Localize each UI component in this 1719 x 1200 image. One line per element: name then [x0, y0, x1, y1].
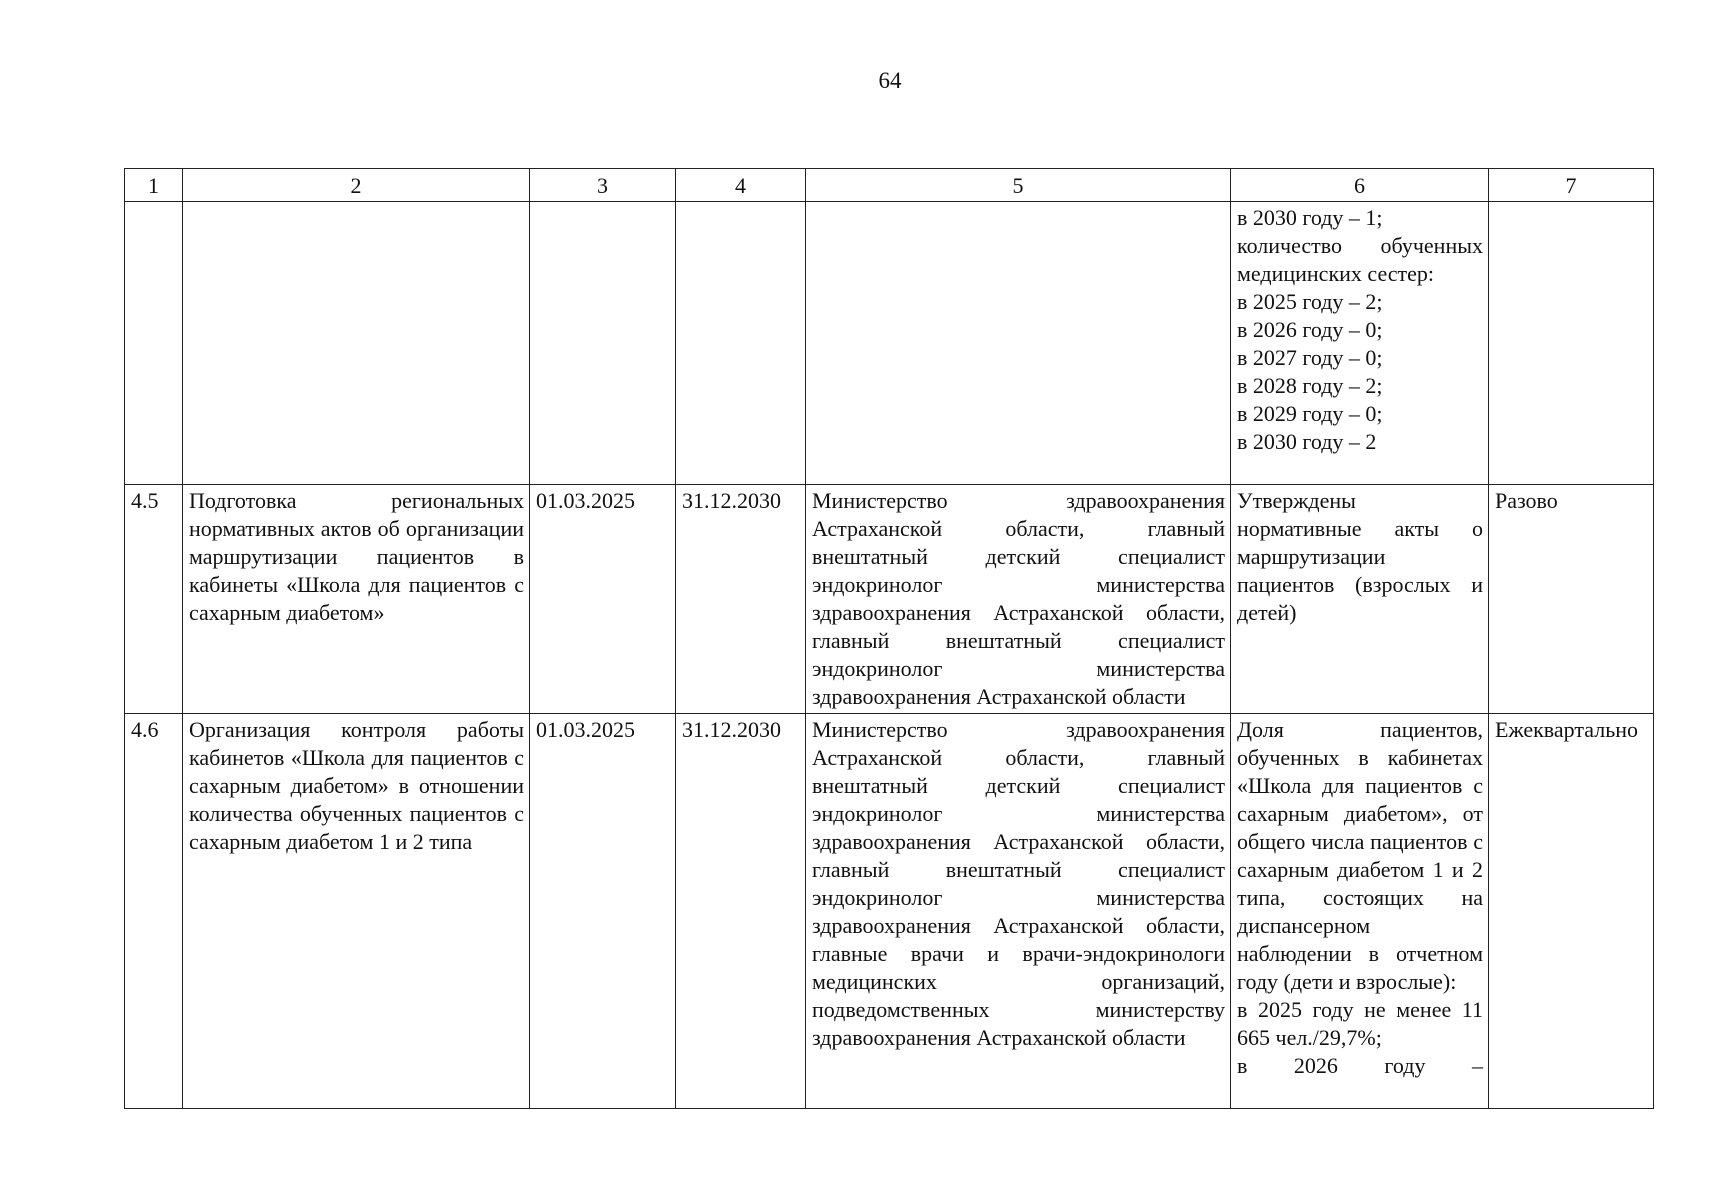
result-line: в 2025 году – 2; [1237, 289, 1383, 314]
cell-empty [676, 202, 806, 485]
header-row [125, 169, 1654, 202]
cell-measure-title: Подготовка региональных нормативных актов об организации маршрутизации пациентов в кабинеты «Школа для пациентов с сахарным диабетом» [183, 485, 530, 714]
header-col-2: 2 [183, 169, 530, 202]
table-row-4-5 [125, 485, 1654, 714]
table-row-4-6 [125, 714, 1654, 1109]
header-col-4: 4 [676, 169, 806, 202]
cell-empty [183, 202, 530, 485]
result-line: в 2028 году – 2; [1237, 373, 1383, 398]
cell-responsible: Министерство здравоохранения Астраханской области, главный внештатный детский специалист эндокринолог министерства здравоохранения Астраханской области, главный внештатный специалист эндокринолог министерства здравоохранения Астраханской области [806, 485, 1231, 714]
result-line: количество обученных [1237, 233, 1483, 258]
result-line: в 2029 году – 0; [1237, 401, 1383, 426]
cell-start-date: 01.03.2025 [530, 485, 676, 714]
cell-empty [806, 202, 1231, 485]
result-line-2026: в 2026 году – [1237, 1053, 1483, 1078]
header-col-1: 1 [125, 169, 183, 202]
cell-empty [1489, 202, 1654, 485]
result-line: в 2030 году – 1; [1237, 205, 1383, 230]
result-line: в 2030 году – 2 [1237, 429, 1377, 454]
cell-end-date: 31.12.2030 [676, 714, 806, 1109]
result-text: Доля пациентов, обученных в кабинетах «Школа для пациентов с сахарным диабетом», от общего числа пациентов с сахарным диабетом 1 и 2 типа, состоящих на диспансерном наблюдении в отчетном году (дети и взрослые): [1237, 717, 1483, 994]
cell-empty [530, 202, 676, 485]
cell-empty [125, 202, 183, 485]
result-line-2025: в 2025 году не менее 11 665 чел./29,7%; [1237, 997, 1483, 1050]
cell-frequency: Ежеквартально [1489, 714, 1654, 1109]
plan-table [124, 168, 1654, 1109]
table-row-continuation [125, 202, 1654, 485]
cell-frequency: Разово [1489, 485, 1654, 714]
result-line: медицинских сестер: [1237, 261, 1435, 286]
cell-number: 4.6 [125, 714, 183, 1109]
result-line: в 2027 году – 0; [1237, 345, 1383, 370]
page-number: 64 [878, 68, 902, 93]
cell-responsible: Министерство здравоохранения Астраханской области, главный внештатный детский специалист эндокринолог министерства здравоохранения Астраханской области, главный внештатный специалист эндокринолог министерства здравоохранения Астраханской области, главные врачи и врачи-эндокринологи медицинских организаций, подведомственных министерству здравоохранения Астраханской области [806, 714, 1231, 1109]
cell-result-continuation [1231, 202, 1489, 485]
header-col-7: 7 [1489, 169, 1654, 202]
header-col-3: 3 [530, 169, 676, 202]
cell-measure-title: Организация контроля работы кабинетов «Школа для пациентов с сахарным диабетом» в отношении количества обученных пациентов с сахарным диабетом 1 и 2 типа [183, 714, 530, 1109]
cell-result: Утверждены нормативные акты о маршрутизации пациентов (взрослых и детей) [1231, 485, 1489, 714]
cell-result [1231, 714, 1489, 1109]
result-line: в 2026 году – 0; [1237, 317, 1383, 342]
cell-number: 4.5 [125, 485, 183, 714]
header-col-6: 6 [1231, 169, 1489, 202]
cell-start-date: 01.03.2025 [530, 714, 676, 1109]
header-col-5: 5 [806, 169, 1231, 202]
cell-end-date: 31.12.2030 [676, 485, 806, 714]
